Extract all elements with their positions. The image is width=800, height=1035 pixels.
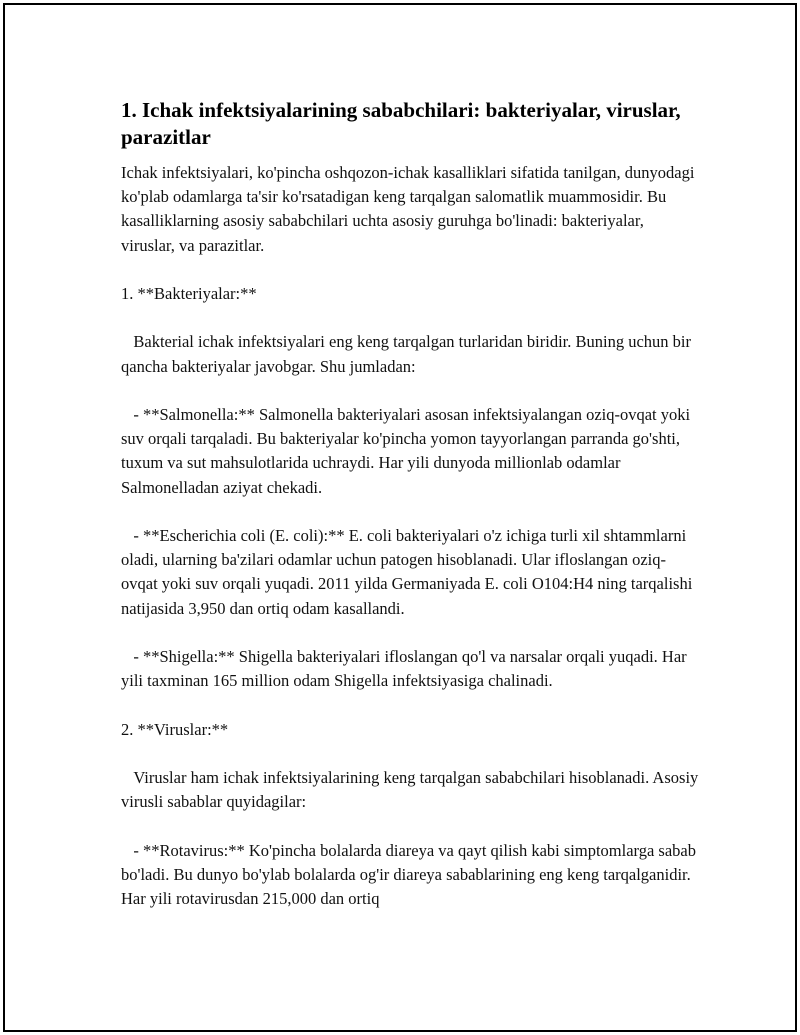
document-page xyxy=(3,3,797,1032)
section-heading: 1. Ichak infektsiyalarining sababchilari: bakteriyalar, viruslar, parazitlar xyxy=(121,98,681,149)
viruses-heading-paragraph: 2. **Viruslar:** xyxy=(121,719,229,739)
viruses-intro-paragraph: Viruslar ham ichak infektsiyalarining keng tarqalgan sababchilari hisoblanadi. Asosiy virusli sabablar quyidagilar: xyxy=(121,767,703,812)
intro-paragraph: Ichak infektsiyalari, ko'pincha oshqozon-ichak kasalliklari sifatida tanilgan, dunyodagi ko'plab odamlarga ta'sir ko'rsatadigan keng tarqalgan salomatlik muammosidir. Bu kasalliklarning asosiy sababchilari uchta asosiy guruhga bo'linadi: bakteriyalar, viruslar, va parazitlar. xyxy=(121,163,699,255)
shigella-paragraph: - **Shigella:** Shigella bakteriyalari ifloslangan qo'l va narsalar orqali yuqadi. Har yili taxminan 165 million odam Shigella infektsiyasiga chalinadi. xyxy=(121,646,691,691)
salmonella-paragraph: - **Salmonella:** Salmonella bakteriyalari asosan infektsiyalangan oziq-ovqat yoki suv orqali tarqaladi. Bu bakteriyalar ko'pincha yomon tayyorlangan parranda go'shti, tuxum va sut mahsulotlarida uchraydi. Har yili dunyoda millionlab odamlar Salmonelladan aziyat chekadi. xyxy=(121,404,695,497)
document-body xyxy=(121,97,701,911)
ecoli-paragraph: - **Escherichia coli (E. coli):** E. coli bakteriyalari o'z ichiga turli xil shtammlarni oladi, ularning ba'zilari odamlar uchun patogen hisoblanadi. Ular ifloslangan oziq-ovqat yoki suv orqali yuqadi. 2011 yilda Germaniyada E. coli O104:H4 ning tarqalishi natijasida 3,950 dan ortiq odam kasallandi. xyxy=(121,525,697,618)
rotavirus-paragraph: - **Rotavirus:** Ko'pincha bolalarda diareya va qayt qilish kabi simptomlarga sabab bo'ladi. Bu dunyo bo'ylab bolalarda og'ir diareya sabablarining eng keng tarqalganidir. Har yili rotavirusdan 215,000 dan ortiq xyxy=(121,840,701,908)
bacteria-intro-paragraph: Bakterial ichak infektsiyalari eng keng tarqalgan turlaridan biridir. Buning uchun bir qancha bakteriyalar javobgar. Shu jumladan: xyxy=(121,332,696,376)
bacteria-heading-paragraph: 1. **Bakteriyalar:** xyxy=(121,284,257,303)
